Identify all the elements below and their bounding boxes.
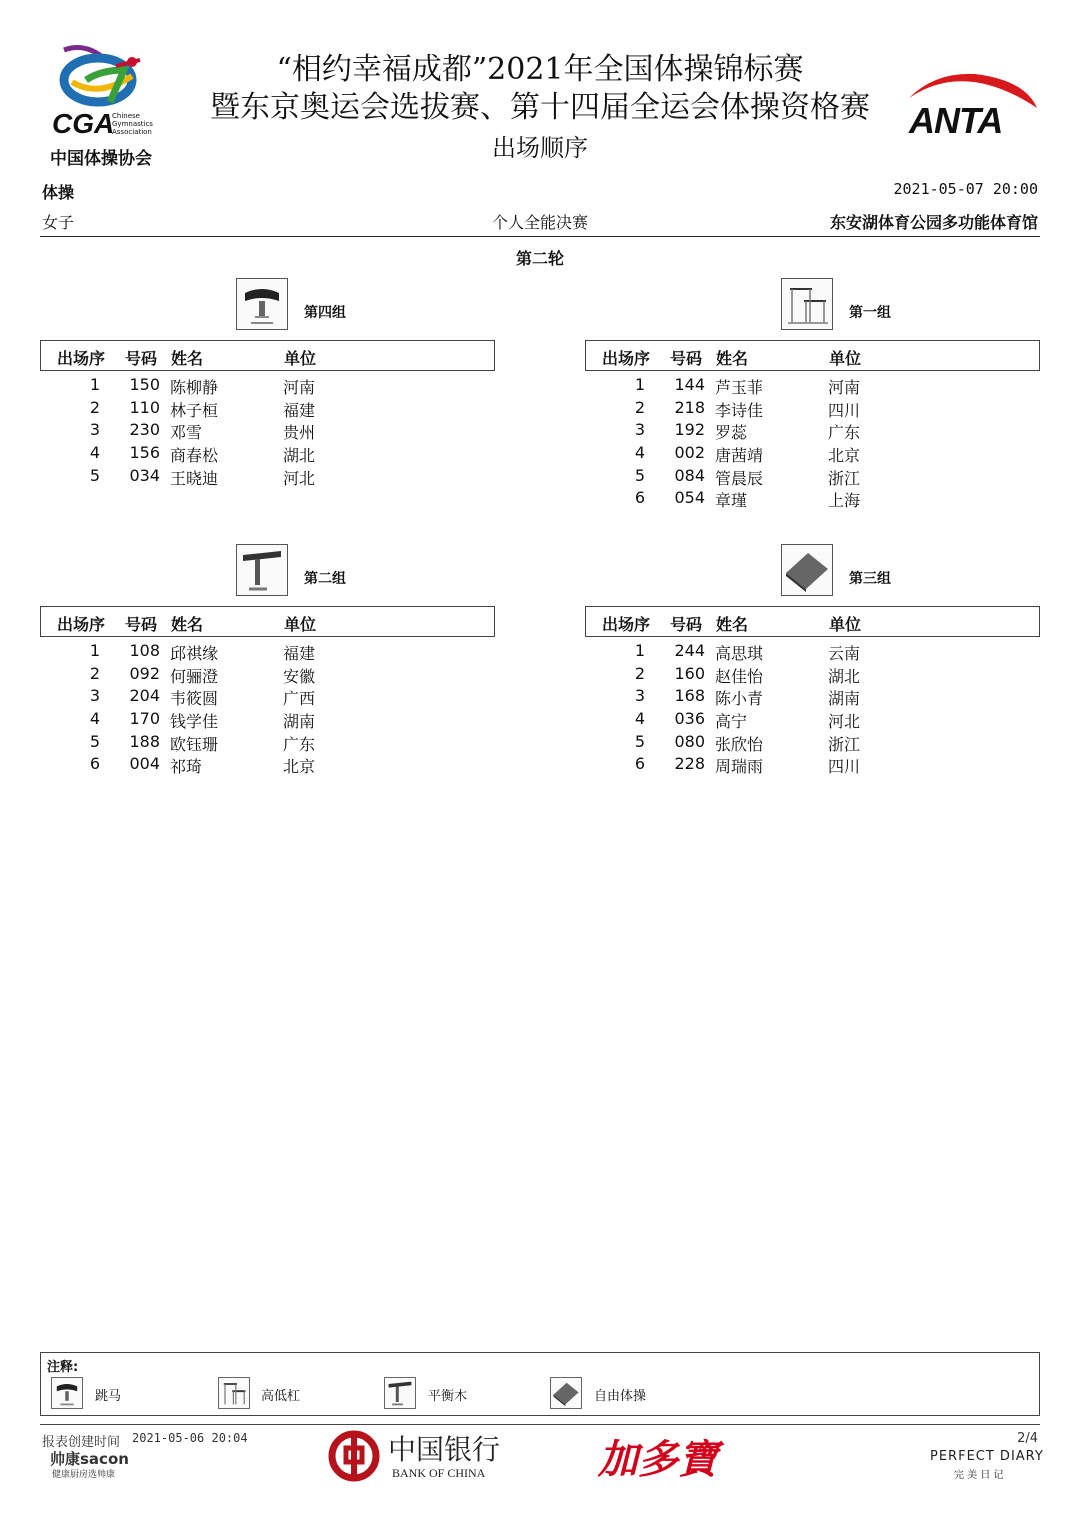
venue: 东安湖体育公园多功能体育馆 bbox=[829, 213, 1038, 232]
table-row bbox=[40, 443, 493, 466]
table-row bbox=[40, 420, 493, 443]
floor-exercise-icon bbox=[550, 1377, 582, 1409]
legend-label-vault: 跳马 bbox=[95, 1389, 122, 1404]
header-number: 号码 bbox=[125, 615, 158, 634]
order-cell: 4 bbox=[89, 443, 101, 463]
number-cell: 156 bbox=[129, 443, 160, 463]
name-cell: 商春松 bbox=[170, 446, 219, 466]
anta-logo-text: ANTA bbox=[909, 100, 1003, 141]
order-cell: 4 bbox=[634, 709, 646, 729]
number-cell: 144 bbox=[674, 375, 705, 394]
name-cell: 邓雪 bbox=[170, 423, 203, 443]
sponsor-sacon-slogan: 健康厨房选帅康 bbox=[52, 1470, 116, 1480]
name-cell: 张欣怡 bbox=[715, 734, 764, 754]
unit-cell: 上海 bbox=[828, 491, 861, 511]
group-name: 第二组 bbox=[304, 571, 346, 587]
floor-exercise-icon bbox=[781, 544, 833, 596]
header-unit: 单位 bbox=[829, 615, 862, 634]
unit-cell: 广西 bbox=[283, 689, 316, 709]
order-cell: 3 bbox=[89, 420, 101, 440]
round-label: 第二轮 bbox=[515, 249, 564, 268]
table-row bbox=[40, 398, 493, 421]
unit-cell: 河北 bbox=[828, 712, 861, 732]
name-cell: 王晓迪 bbox=[170, 468, 219, 488]
header-name: 姓名 bbox=[171, 615, 204, 634]
order-cell: 1 bbox=[89, 641, 101, 660]
number-cell: 204 bbox=[129, 686, 160, 706]
uneven-bars-icon bbox=[218, 1377, 250, 1409]
cga-logo bbox=[46, 40, 166, 170]
order-cell: 1 bbox=[634, 375, 646, 394]
unit-cell: 四川 bbox=[828, 400, 861, 420]
header-number: 号码 bbox=[670, 349, 703, 368]
report-created-time: 2021-05-06 20:04 bbox=[132, 1431, 248, 1445]
unit-cell: 湖南 bbox=[828, 689, 861, 709]
number-cell: 230 bbox=[129, 420, 160, 440]
page-number: 2/4 bbox=[1017, 1431, 1038, 1446]
number-cell: 108 bbox=[129, 641, 160, 660]
order-cell: 6 bbox=[634, 488, 646, 508]
legend-label-floor-exercise: 自由体操 bbox=[594, 1389, 647, 1404]
table-row bbox=[585, 732, 1038, 755]
table-row bbox=[585, 420, 1038, 443]
unit-cell: 北京 bbox=[283, 757, 316, 777]
name-cell: 欧钰珊 bbox=[170, 734, 219, 754]
header-unit: 单位 bbox=[284, 615, 317, 634]
table-row bbox=[40, 686, 493, 709]
header-name: 姓名 bbox=[716, 349, 749, 368]
document-title: 出场顺序 bbox=[492, 134, 588, 162]
name-cell: 高宁 bbox=[715, 712, 748, 732]
table-row bbox=[40, 641, 493, 664]
name-cell: 罗蕊 bbox=[715, 423, 748, 443]
header-number: 号码 bbox=[670, 615, 703, 634]
unit-cell: 四川 bbox=[828, 757, 861, 777]
table-row bbox=[40, 732, 493, 755]
table-row bbox=[585, 375, 1038, 398]
name-cell: 钱学佳 bbox=[170, 712, 219, 732]
table-header bbox=[585, 340, 1040, 371]
number-cell: 054 bbox=[674, 488, 705, 508]
order-cell: 6 bbox=[89, 754, 101, 774]
order-cell: 3 bbox=[89, 686, 101, 706]
header-unit: 单位 bbox=[284, 349, 317, 368]
number-cell: 004 bbox=[129, 754, 160, 774]
unit-cell: 湖南 bbox=[283, 712, 316, 732]
balance-beam-icon bbox=[384, 1377, 416, 1409]
number-cell: 218 bbox=[674, 397, 705, 417]
legend-title: 注释: bbox=[47, 1360, 79, 1375]
unit-cell: 安徽 bbox=[283, 666, 316, 686]
name-cell: 高思琪 bbox=[715, 644, 764, 663]
number-cell: 170 bbox=[129, 709, 160, 729]
header-order: 出场序 bbox=[57, 615, 106, 634]
number-cell: 002 bbox=[674, 443, 705, 463]
table-row bbox=[585, 466, 1038, 489]
number-cell: 092 bbox=[129, 663, 160, 683]
balance-beam-icon bbox=[236, 544, 288, 596]
table-row bbox=[40, 709, 493, 732]
unit-cell: 贵州 bbox=[283, 423, 316, 443]
unit-cell: 河南 bbox=[283, 378, 316, 397]
unit-cell: 福建 bbox=[283, 644, 316, 663]
boc-logo-icon bbox=[328, 1430, 380, 1482]
number-cell: 160 bbox=[674, 663, 705, 683]
order-cell: 5 bbox=[634, 731, 646, 751]
order-cell: 2 bbox=[89, 663, 101, 683]
datetime: 2021-05-07 20:00 bbox=[893, 180, 1038, 198]
table-header bbox=[40, 340, 495, 371]
name-cell: 陈小青 bbox=[715, 689, 764, 709]
table-row bbox=[585, 754, 1038, 777]
cga-logo-text: CGA bbox=[52, 108, 115, 139]
unit-cell: 河北 bbox=[283, 468, 316, 488]
unit-cell: 福建 bbox=[283, 400, 316, 420]
cga-logo-subtext: Chinese Gymnastics Association bbox=[112, 112, 153, 136]
gender-label: 女子 bbox=[42, 213, 75, 232]
table-row bbox=[40, 466, 493, 489]
group-name: 第四组 bbox=[304, 305, 346, 321]
header-name: 姓名 bbox=[716, 615, 749, 634]
legend-box bbox=[40, 1352, 1040, 1416]
table-row bbox=[585, 398, 1038, 421]
vault-icon bbox=[51, 1377, 83, 1409]
number-cell: 084 bbox=[674, 465, 705, 485]
table-row bbox=[585, 664, 1038, 687]
uneven-bars-icon bbox=[781, 278, 833, 330]
order-cell: 2 bbox=[634, 663, 646, 683]
cga-logo-cn: 中国体操协会 bbox=[50, 149, 152, 169]
unit-cell: 湖北 bbox=[828, 666, 861, 686]
event-title-line2: 暨东京奥运会选拔赛、第十四届全运会体操资格赛 bbox=[210, 90, 870, 125]
name-cell: 林子桓 bbox=[170, 400, 219, 420]
table-row bbox=[585, 443, 1038, 466]
table-row bbox=[40, 664, 493, 687]
header-order: 出场序 bbox=[602, 615, 651, 634]
order-cell: 3 bbox=[634, 420, 646, 440]
unit-cell: 浙江 bbox=[828, 734, 861, 754]
table-row bbox=[585, 641, 1038, 664]
header-name: 姓名 bbox=[171, 349, 204, 368]
name-cell: 赵佳怡 bbox=[715, 666, 764, 686]
order-cell: 1 bbox=[634, 641, 646, 660]
number-cell: 168 bbox=[674, 686, 705, 706]
event-phase: 个人全能决赛 bbox=[491, 213, 588, 232]
name-cell: 李诗佳 bbox=[715, 400, 764, 420]
table-header bbox=[40, 606, 495, 637]
legend-label-balance-beam: 平衡木 bbox=[428, 1389, 468, 1404]
order-cell: 5 bbox=[89, 731, 101, 751]
header-order: 出场序 bbox=[57, 349, 106, 368]
name-cell: 章瑾 bbox=[715, 491, 748, 511]
table-row bbox=[40, 754, 493, 777]
name-cell: 芦玉菲 bbox=[715, 378, 764, 397]
table-header bbox=[585, 606, 1040, 637]
unit-cell: 广东 bbox=[828, 423, 861, 443]
unit-cell: 云南 bbox=[828, 644, 861, 663]
table-row bbox=[40, 375, 493, 398]
sponsor-boc-cn: 中国银行 bbox=[388, 1433, 501, 1466]
name-cell: 陈柳静 bbox=[170, 378, 219, 397]
sponsor-jiaduobao: 加多寶 bbox=[598, 1436, 718, 1483]
order-cell: 4 bbox=[89, 709, 101, 729]
name-cell: 何骊澄 bbox=[170, 666, 219, 686]
header-order: 出场序 bbox=[602, 349, 651, 368]
sport-label: 体操 bbox=[42, 183, 75, 202]
order-cell: 4 bbox=[634, 443, 646, 463]
vault-icon bbox=[236, 278, 288, 330]
header-number: 号码 bbox=[125, 349, 158, 368]
number-cell: 080 bbox=[674, 731, 705, 751]
number-cell: 036 bbox=[674, 709, 705, 729]
sponsor-perfect-diary: PERFECT DIARY bbox=[930, 1449, 1044, 1464]
order-cell: 5 bbox=[89, 465, 101, 485]
order-cell: 2 bbox=[89, 397, 101, 417]
name-cell: 祁琦 bbox=[170, 757, 203, 777]
order-cell: 3 bbox=[634, 686, 646, 706]
number-cell: 228 bbox=[674, 754, 705, 774]
sponsor-boc-en: BANK OF CHINA bbox=[392, 1466, 486, 1480]
name-cell: 韦筱圆 bbox=[170, 689, 219, 709]
order-cell: 2 bbox=[634, 397, 646, 417]
name-cell: 管晨辰 bbox=[715, 468, 764, 488]
number-cell: 150 bbox=[129, 375, 160, 394]
order-cell: 5 bbox=[634, 465, 646, 485]
event-title-line1: “相约幸福成都”2021年全国体操锦标赛 bbox=[276, 52, 804, 87]
unit-cell: 北京 bbox=[828, 446, 861, 466]
name-cell: 周瑞雨 bbox=[715, 757, 764, 777]
table-row bbox=[585, 488, 1038, 511]
unit-cell: 浙江 bbox=[828, 468, 861, 488]
number-cell: 034 bbox=[129, 465, 160, 485]
table-row bbox=[585, 686, 1038, 709]
sponsor-perfect-diary-cn: 完 美 日 记 bbox=[954, 1470, 1004, 1481]
name-cell: 邱祺缘 bbox=[170, 644, 219, 663]
footer-divider bbox=[40, 1424, 1040, 1425]
unit-cell: 广东 bbox=[283, 734, 316, 754]
unit-cell: 河南 bbox=[828, 378, 861, 397]
number-cell: 192 bbox=[674, 420, 705, 440]
sponsor-sacon-logo: 帅康sacon bbox=[50, 1450, 129, 1468]
legend-label-uneven-bars: 高低杠 bbox=[261, 1389, 301, 1404]
header-divider bbox=[40, 236, 1040, 237]
order-cell: 1 bbox=[89, 375, 101, 394]
table-row bbox=[585, 709, 1038, 732]
anta-logo bbox=[905, 66, 1045, 146]
number-cell: 188 bbox=[129, 731, 160, 751]
report-created-label: 报表创建时间 bbox=[42, 1435, 121, 1450]
group-name: 第一组 bbox=[849, 305, 891, 321]
order-cell: 6 bbox=[634, 754, 646, 774]
name-cell: 唐茜靖 bbox=[715, 446, 764, 466]
unit-cell: 湖北 bbox=[283, 446, 316, 466]
header-unit: 单位 bbox=[829, 349, 862, 368]
number-cell: 244 bbox=[674, 641, 705, 660]
number-cell: 110 bbox=[129, 397, 160, 417]
group-name: 第三组 bbox=[849, 571, 891, 587]
